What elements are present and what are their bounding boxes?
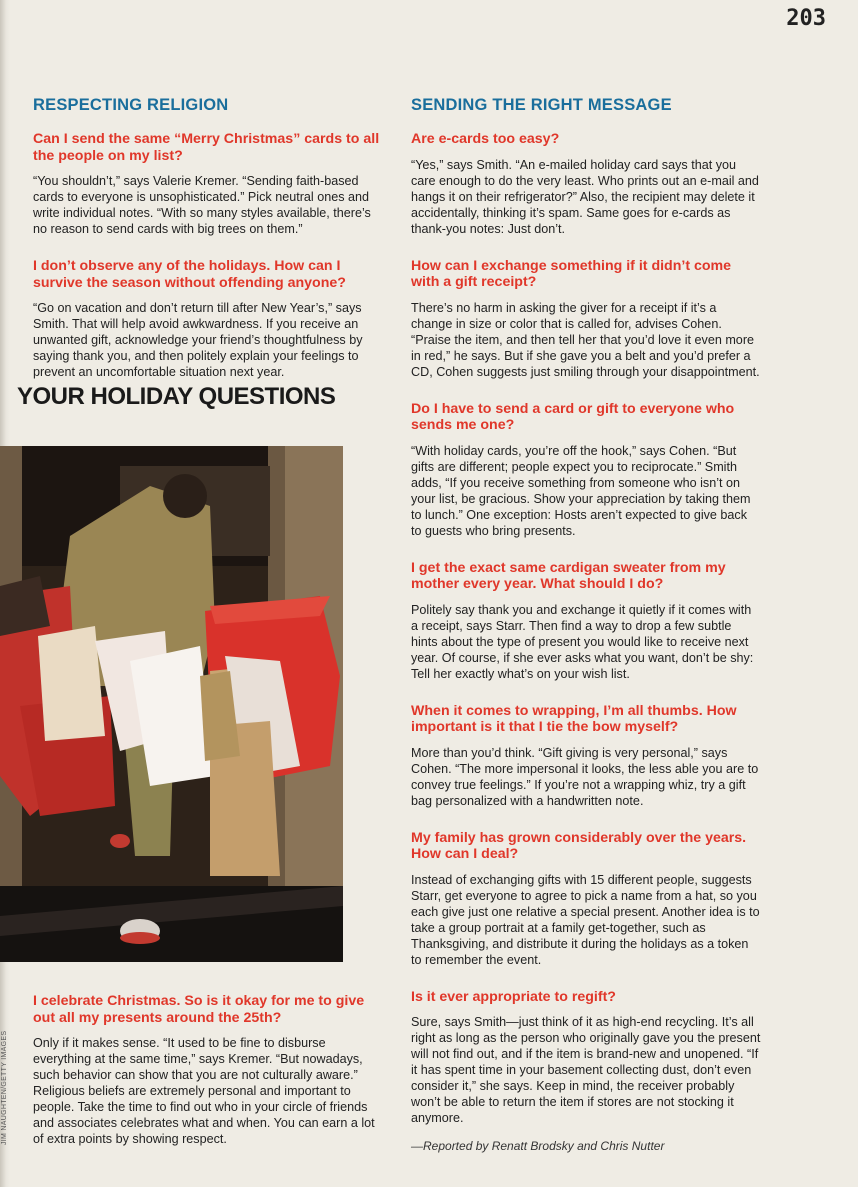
photo-credit (0, 1030, 14, 1150)
section-title-message: SENDING THE RIGHT MESSAGE (411, 96, 672, 114)
answer: “Yes,” says Smith. “An e-mailed holiday card says that you care enough to do the very least. Who prints out an e-mail and hangs it on their refrigerator?” Also, the recipient may delete it accidentally, thinking it’s spam. Same goes for e-cards as thank-you notes: Just don’t. (411, 157, 759, 236)
answer: More than you’d think. “Gift giving is very personal,” says Cohen. “The more impersonal it looks, the less able you are to convey true feelings.” If you’re not a wrapping whiz, try a gift bag personalized with a handwritten note. (411, 745, 759, 808)
answer: “You shouldn’t,” says Valerie Kremer. “Sending faith-based cards to everyone is unsophisticated.” Pick neutral ones and write individual notes. “With so many styles available, there’s no reason to send cards with big trees on them.” (33, 174, 371, 236)
qa-item (33, 131, 383, 237)
byline: —Reported by Renatt Brodsky and Chris Nutter (411, 1139, 665, 1153)
answer: “Go on vacation and don’t return till after New Year’s,” says Smith. That will help avoid awkwardness. If you receive an unwanted gift, acknowledge your friend’s thoughtfulness by saying thank you, and then politely explain your feelings to prevent an uncomfortable situation next year. (33, 301, 363, 379)
holiday-shopper-photo (0, 446, 343, 962)
question: Do I have to send a card or gift to everyone who sends me one? (411, 400, 735, 433)
question: Are e-cards too easy? (411, 131, 560, 147)
question: Can I send the same “Merry Christmas” cards to all the people on my list? (33, 131, 380, 164)
section-title-religion: RESPECTING RELIGION (33, 96, 229, 114)
question: Is it ever appropriate to regift? (411, 988, 616, 1005)
qa-item (411, 258, 761, 380)
answer: Sure, says Smith—just think of it as high-end recycling. It’s all right as long as the person who originally gave you the present will not find out, and if the item is brand-new and unopened. “If it has spent time in your basement collecting dust, don’t even consider it,” she says. Keep in mind, the receiver probably won’t be able to return the item if stores are not stocking it anymore. (411, 1015, 761, 1125)
question: When it comes to wrapping, I’m all thumbs. How important is it that I tie the bow myself? (411, 702, 737, 735)
answer: Instead of exchanging gifts with 15 different people, suggests Starr, get everyone to agree to pick a name from a hat, so you each give just one relative a special present. Another idea is to take a group portrait at a family get-together, such as Thanksgiving, and distribute it during the holidays as a token to remember the event. (411, 872, 760, 967)
answer: Politely say thank you and exchange it quietly if it comes with a receipt, says Starr. Then find a way to drop a few subtle hints about the type of present you would like to receive next year. Of course, if she ever asks what you want, don’t be shy: Tell her exactly what’s on your wish list. (411, 602, 754, 681)
photo-credit-text: JIM NAUGHTEN/GETTY IMAGES (1, 1030, 8, 1145)
answer: Only if it makes sense. “It used to be fine to disburse everything at the same time,” says Kremer. “But nowadays, such behavior can show that you are not culturally aware.” Religious beliefs are extremely personal and important to people. Take the time to find out who in your circle of friends and associates celebrates what and when. You can earn a lot of extra points by showing respect. (33, 1036, 375, 1146)
left-column-bottom (33, 993, 383, 1168)
question: I get the exact same cardigan sweater from my mother every year. What should I do? (411, 559, 726, 592)
page-number: 203 (786, 6, 826, 31)
qa-item (411, 560, 761, 682)
qa-item (33, 258, 383, 380)
qa-item (411, 131, 761, 237)
qa-item (411, 401, 761, 539)
question: My family has grown considerably over the years. How can I deal? (411, 829, 747, 862)
qa-item (411, 703, 761, 809)
right-column (411, 96, 761, 1153)
qa-item (411, 989, 761, 1127)
qa-item (33, 993, 383, 1147)
left-column (33, 96, 383, 401)
answer: “With holiday cards, you’re off the hook,” says Cohen. “But gifts are different; people expect you to reciprocate.” Smith adds, “If you receive something from someone who isn’t on your list, be gracious. Show your appreciation by taking them to lunch.” One exception: Hosts aren’t expected to give back to guests who bring presents. (411, 443, 751, 538)
feature-title: YOUR HOLIDAY QUESTIONS (17, 383, 336, 410)
question: I celebrate Christmas. So is it okay for me to give out all my presents around the 25th? (33, 993, 365, 1026)
question: I don’t observe any of the holidays. How can I survive the season without offending anyone? (33, 258, 346, 291)
qa-item (411, 830, 761, 968)
answer: There’s no harm in asking the giver for a receipt if it’s a change in size or color that is called for, advises Cohen. “Praise the item, and then tell her that you’d love it even more in red,” he says. But if she gave you a belt and you’d prefer a CD, Cohen suggests just smiling through your disappointment. (411, 300, 760, 379)
question: How can I exchange something if it didn’t come with a gift receipt? (411, 257, 732, 290)
photo-illustration (0, 446, 343, 962)
